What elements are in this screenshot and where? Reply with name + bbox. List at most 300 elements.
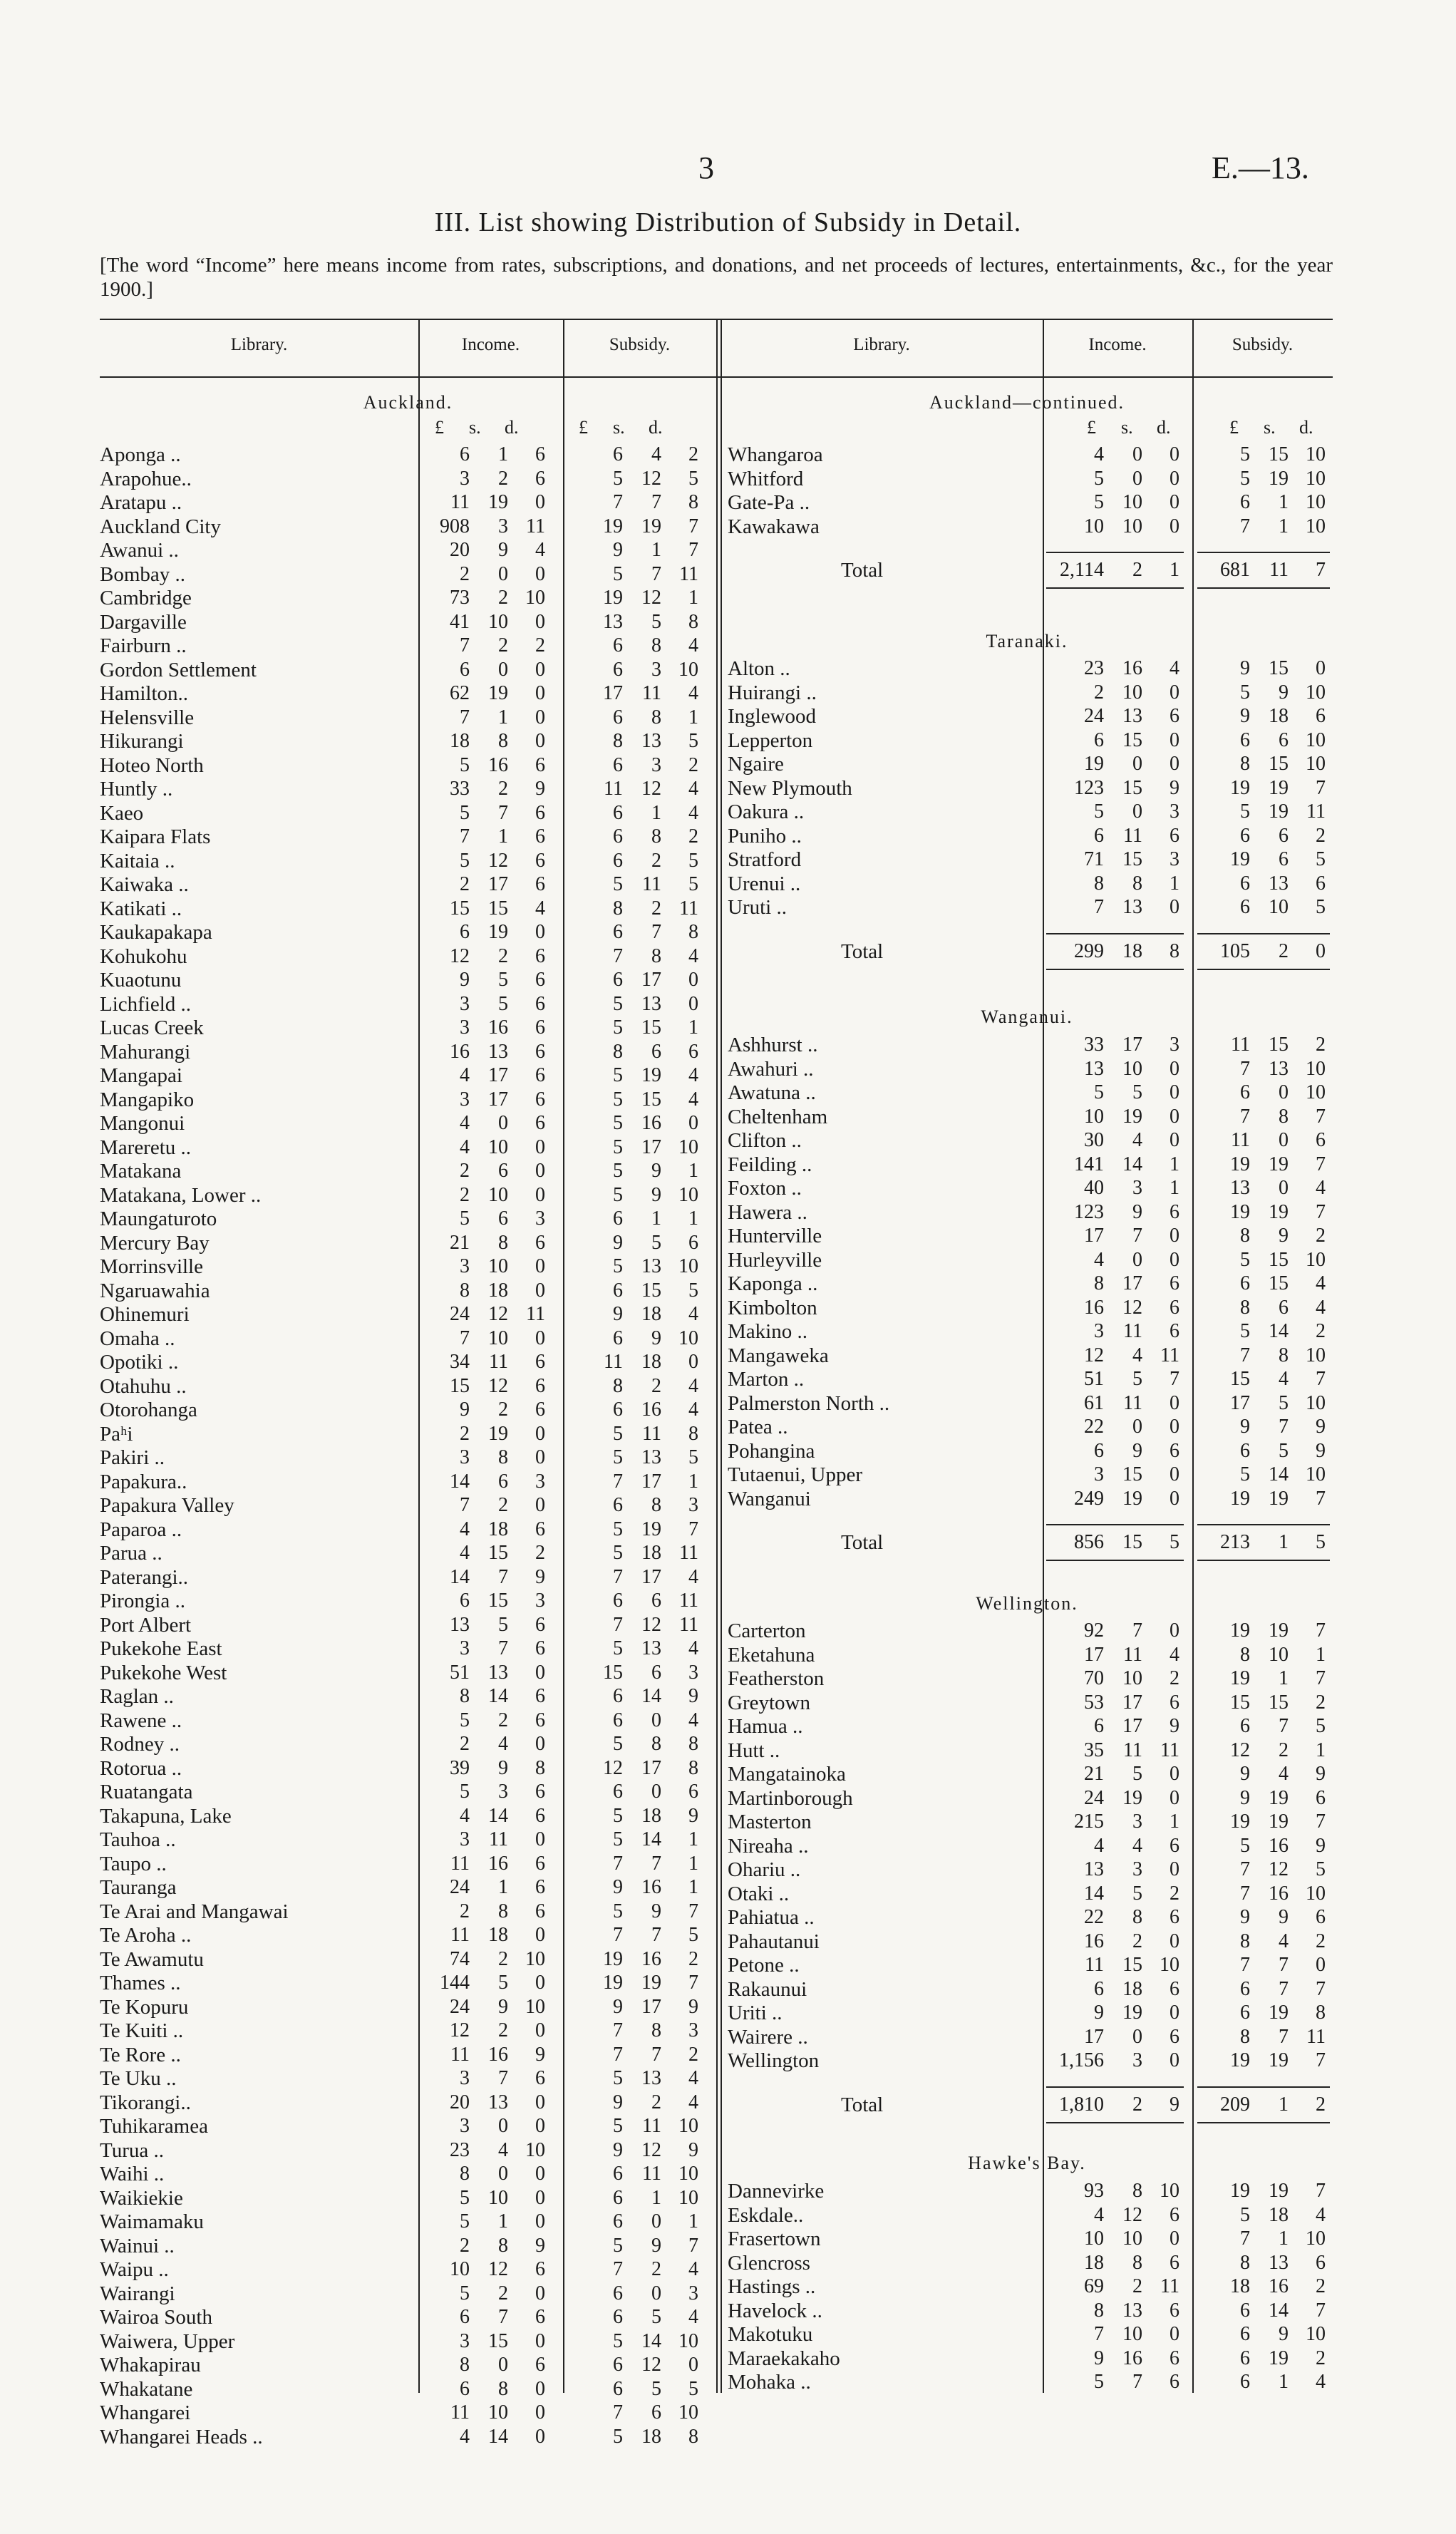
taranaki-income-pounds: 24 xyxy=(1084,705,1104,727)
hawkes-bay-income-pounds: 4 xyxy=(1094,2203,1104,2226)
auckland-income-pence: 6 xyxy=(535,1781,545,1803)
wanganui-library-name: Kimbolton xyxy=(728,1296,817,1319)
wanganui-income-shillings: 5 xyxy=(1132,1368,1142,1390)
auckland-income-pence: 6 xyxy=(535,1685,545,1707)
auckland-subsidy-pence: 11 xyxy=(679,1542,698,1564)
taranaki-subsidy-pounds: 19 xyxy=(1230,848,1250,870)
wanganui-income-pounds: 33 xyxy=(1084,1034,1104,1056)
auckland-income-shillings: 7 xyxy=(498,2067,508,2089)
auckland-subsidy-pounds: 15 xyxy=(603,1661,623,1684)
auckland-subsidy-pounds: 6 xyxy=(613,969,623,991)
taranaki-subsidy-pence: 5 xyxy=(1316,848,1326,870)
auckland-income-shillings: 13 xyxy=(488,1661,508,1684)
wanganui-subsidy-pounds: 5 xyxy=(1240,1463,1250,1485)
auckland-income-pounds: 5 xyxy=(460,2282,470,2304)
auckland-subsidy-pounds: 6 xyxy=(613,753,623,776)
auckland-income-shillings: 15 xyxy=(488,1590,508,1612)
auckland-income-shillings: 18 xyxy=(488,1518,508,1540)
wellington-income-pounds: 4 xyxy=(1094,1834,1104,1857)
auckland-library-name: Awanui .. xyxy=(100,539,179,562)
wanganui-income-shillings: 11 xyxy=(1123,1391,1142,1414)
wanganui-income-pounds: 12 xyxy=(1084,1344,1104,1366)
auckland-subsidy-shillings: 12 xyxy=(641,2138,661,2161)
taranaki-subsidy-pence: 7 xyxy=(1316,776,1326,799)
auckland-library-name: Pakiri .. xyxy=(100,1446,165,1469)
auckland-income-pounds: 6 xyxy=(460,2377,470,2400)
auckland-subsidy-pounds: 8 xyxy=(613,897,623,920)
wanganui-total-subsidy-pounds: 213 xyxy=(1220,1531,1250,1553)
auckland-income-pence: 6 xyxy=(535,1231,545,1254)
auckland-income-shillings: 8 xyxy=(498,730,508,752)
auckland-income-pounds: 14 xyxy=(450,1470,470,1493)
wanganui-subsidy-pounds: 19 xyxy=(1230,1487,1250,1510)
wanganui-total-income-shillings: 15 xyxy=(1122,1531,1142,1553)
wellington-income-pence: 0 xyxy=(1170,2002,1179,2024)
taranaki-subsidy-pence: 6 xyxy=(1316,705,1326,727)
wellington-library-name: Hamua .. xyxy=(728,1715,803,1738)
auckland-subsidy-shillings: 11 xyxy=(642,2163,661,2185)
auckland-income-shillings: 12 xyxy=(488,849,508,872)
auckland-subsidy-pence: 4 xyxy=(688,1565,698,1588)
auckland-library-name: Rotorua .. xyxy=(100,1756,182,1780)
auckland-library-name: Ohinemuri xyxy=(100,1303,190,1326)
income-note: [The word “Income” here means income from rates, subscriptions, and donations, and net proceeds of lectures, entertainments, &c., for the year 1900.] xyxy=(100,254,1333,301)
header-library-left: Library. xyxy=(230,335,288,354)
taranaki-library-name: Oakura .. xyxy=(728,800,805,823)
auckland-library-name: Omaha .. xyxy=(100,1327,175,1350)
wellington-subsidy-pounds: 19 xyxy=(1230,2049,1250,2071)
auckland-income-pence: 6 xyxy=(535,1518,545,1540)
wanganui-subsidy-shillings: 13 xyxy=(1269,1057,1289,1080)
auckland-subsidy-pounds: 5 xyxy=(613,1183,623,1206)
header-subsidy-right: Subsidy. xyxy=(1232,335,1294,354)
auckland-subsidy-pounds: 5 xyxy=(613,467,623,490)
auckland-subsidy-pence: 4 xyxy=(688,1709,698,1731)
wanganui-subsidy-pounds: 5 xyxy=(1240,1248,1250,1271)
hawkes-bay-library-name: Mohaka .. xyxy=(728,2371,811,2394)
wellington-income-pence: 0 xyxy=(1170,1858,1179,1880)
auckland-income-shillings: 5 xyxy=(498,969,508,991)
auckland-cont-library-name: Kawakawa xyxy=(728,515,820,538)
wellington-subsidy-shillings: 16 xyxy=(1269,1882,1289,1905)
wellington-subsidy-pence: 10 xyxy=(1306,1882,1326,1905)
wanganui-subsidy-pence: 9 xyxy=(1316,1416,1326,1438)
wanganui-subsidy-pence: 2 xyxy=(1316,1320,1326,1342)
auckland-income-pence: 6 xyxy=(535,2067,545,2089)
auckland-income-pounds: 11 xyxy=(450,2043,470,2066)
auckland-subsidy-shillings: 12 xyxy=(641,2354,661,2376)
header-income-left: Income. xyxy=(461,335,520,354)
auckland-subsidy-pounds: 5 xyxy=(613,2067,623,2089)
wellington-subsidy-pence: 5 xyxy=(1316,1715,1326,1737)
taranaki-subsidy-shillings: 9 xyxy=(1279,681,1289,704)
wanganui-income-shillings: 19 xyxy=(1122,1105,1142,1128)
divider-center-2 xyxy=(721,319,722,2393)
wanganui-subsidy-pounds: 8 xyxy=(1240,1225,1250,1247)
taranaki-income-shillings: 8 xyxy=(1132,872,1142,895)
auckland-library-name: Pukekohe East xyxy=(100,1637,222,1660)
region-wellington: Wellington. xyxy=(976,1593,1078,1614)
auckland-income-shillings: 0 xyxy=(498,2115,508,2137)
auckland-subsidy-shillings: 6 xyxy=(651,2401,661,2424)
wanganui-subsidy-shillings: 7 xyxy=(1279,1416,1289,1438)
auckland-subsidy-shillings: 15 xyxy=(641,1016,661,1039)
taranaki-income-shillings: 0 xyxy=(1132,753,1142,775)
auckland-income-pounds: 7 xyxy=(460,1494,470,1516)
auckland-income-pounds: 5 xyxy=(460,2210,470,2232)
auckland-income-pence: 6 xyxy=(535,1900,545,1922)
auckland-subsidy-shillings: 8 xyxy=(651,1733,661,1755)
auckland-subsidy-shillings: 9 xyxy=(651,1183,661,1206)
wellington-income-pounds: 22 xyxy=(1084,1906,1104,1928)
auckland-income-shillings: 16 xyxy=(488,2043,508,2066)
auckland-income-pounds: 15 xyxy=(450,897,470,920)
wellington-income-shillings: 3 xyxy=(1132,1858,1142,1880)
auckland-income-shillings: 1 xyxy=(498,825,508,848)
auckland-income-pounds: 3 xyxy=(460,1828,470,1850)
wellington-library-name: Petone .. xyxy=(728,1954,800,1977)
auckland-subsidy-pence: 10 xyxy=(678,658,698,681)
wellington-subsidy-shillings: 19 xyxy=(1269,1619,1289,1642)
taranaki-library-name: Urenui .. xyxy=(728,872,801,895)
auckland-income-pence: 0 xyxy=(535,1422,545,1445)
wanganui-income-pence: 0 xyxy=(1170,1129,1179,1151)
auckland-subsidy-pounds: 6 xyxy=(613,801,623,824)
auckland-income-pounds: 33 xyxy=(450,778,470,800)
wanganui-library-name: Hurleyville xyxy=(728,1248,822,1272)
auckland-subsidy-shillings: 18 xyxy=(641,1351,661,1373)
wellington-income-pounds: 16 xyxy=(1084,1930,1104,1952)
auckland-income-pence: 0 xyxy=(535,1494,545,1516)
wellington-library-name: Martinborough xyxy=(728,1786,853,1810)
auckland-subsidy-shillings: 1 xyxy=(651,801,661,824)
hawkes-bay-subsidy-shillings: 19 xyxy=(1269,2347,1289,2369)
auckland-subsidy-shillings: 2 xyxy=(651,2258,661,2280)
auckland-subsidy-pounds: 9 xyxy=(613,2138,623,2161)
auckland-subsidy-shillings: 16 xyxy=(641,1947,661,1970)
wellington-income-shillings: 18 xyxy=(1122,1977,1142,2000)
auckland-subsidy-pounds: 7 xyxy=(613,491,623,513)
auckland-total-income-pence: 1 xyxy=(1170,559,1179,581)
taranaki-subsidy-pence: 10 xyxy=(1306,753,1326,775)
wanganui-income-pounds: 22 xyxy=(1084,1416,1104,1438)
wellington-income-pence: 6 xyxy=(1170,1691,1179,1714)
auckland-income-shillings: 10 xyxy=(488,1183,508,1206)
auckland-subsidy-pounds: 8 xyxy=(613,730,623,752)
auckland-library-name: Matakana xyxy=(100,1160,182,1183)
auckland-subsidy-pence: 1 xyxy=(688,1876,698,1898)
auckland-subsidy-shillings: 16 xyxy=(641,1399,661,1421)
auckland-subsidy-pence: 7 xyxy=(688,1900,698,1922)
auckland-subsidy-shillings: 9 xyxy=(651,2234,661,2257)
taranaki-income-pounds: 8 xyxy=(1094,872,1104,895)
auckland-income-pence: 6 xyxy=(535,849,545,872)
auckland-income-pence: 0 xyxy=(535,491,545,513)
auckland-subsidy-pounds: 9 xyxy=(613,1995,623,2018)
income-pence-unit: d. xyxy=(505,417,519,438)
taranaki-income-pence: 1 xyxy=(1170,872,1179,895)
divider-income-subsidy-left xyxy=(563,319,564,2393)
auckland-subsidy-shillings: 14 xyxy=(641,1685,661,1707)
wanganui-total-rule-income xyxy=(1046,1524,1184,1525)
auckland-subsidy-pounds: 6 xyxy=(613,1494,623,1516)
auckland-income-pounds: 74 xyxy=(450,1947,470,1970)
wanganui-subsidy-shillings: 14 xyxy=(1269,1463,1289,1485)
auckland-income-pounds: 5 xyxy=(460,1709,470,1731)
auckland-income-pounds: 3 xyxy=(460,1016,470,1039)
wellington-subsidy-shillings: 1 xyxy=(1279,1667,1289,1689)
taranaki-subsidy-pounds: 6 xyxy=(1240,824,1250,847)
auckland-income-pounds: 2 xyxy=(460,1160,470,1182)
wanganui-subsidy-shillings: 0 xyxy=(1279,1177,1289,1199)
auckland-subsidy-pence: 11 xyxy=(679,897,698,920)
auckland-income-pence: 6 xyxy=(535,1852,545,1875)
wellington-income-shillings: 11 xyxy=(1123,1643,1142,1666)
auckland-income-shillings: 2 xyxy=(498,634,508,656)
auckland-income-pounds: 3 xyxy=(460,1446,470,1468)
wellington-income-pence: 0 xyxy=(1170,1786,1179,1809)
auckland-subsidy-pence: 0 xyxy=(688,1112,698,1134)
auckland-income-pence: 6 xyxy=(535,1876,545,1898)
wellington-total-subsidy-shillings: 1 xyxy=(1279,2093,1289,2116)
wellington-subsidy-shillings: 9 xyxy=(1279,1906,1289,1928)
auckland-subsidy-pence: 10 xyxy=(678,1183,698,1206)
auckland-subsidy-pence: 1 xyxy=(688,1852,698,1875)
auckland-subsidy-shillings: 13 xyxy=(641,992,661,1015)
wellington-subsidy-shillings: 7 xyxy=(1279,1954,1289,1976)
wellington-income-pounds: 17 xyxy=(1084,2025,1104,2048)
auckland-subsidy-pence: 8 xyxy=(688,921,698,943)
hawkes-bay-library-name: Makotuku xyxy=(728,2323,813,2346)
auckland-library-name: Cambridge xyxy=(100,587,192,609)
auckland-subsidy-pence: 5 xyxy=(688,849,698,872)
auckland-income-pounds: 5 xyxy=(460,849,470,872)
auckland-income-shillings: 2 xyxy=(498,1399,508,1421)
wanganui-library-name: Patea .. xyxy=(728,1416,788,1438)
auckland-subsidy-shillings: 2 xyxy=(651,897,661,920)
auckland-library-name: Kaitaia .. xyxy=(100,849,175,872)
wellington-subsidy-pence: 2 xyxy=(1316,1930,1326,1952)
auckland-subsidy-shillings: 5 xyxy=(651,2377,661,2400)
wellington-total-rule-subsidy-bottom xyxy=(1197,2122,1330,2123)
auckland-subsidy-pence: 4 xyxy=(688,2306,698,2328)
taranaki-subsidy-pence: 2 xyxy=(1316,824,1326,847)
auckland-income-pence: 9 xyxy=(535,2234,545,2257)
wellington-library-name: Mangatainoka xyxy=(728,1763,846,1786)
taranaki-total-label: Total xyxy=(841,939,884,963)
divider-center xyxy=(716,319,718,2393)
auckland-income-pounds: 8 xyxy=(460,2354,470,2376)
auckland-library-name: Hamilton.. xyxy=(100,682,189,705)
auckland-subsidy-pence: 4 xyxy=(688,1303,698,1325)
auckland-library-name: Taupo .. xyxy=(100,1852,167,1875)
auckland-cont-subsidy-shillings: 19 xyxy=(1269,467,1289,490)
wanganui-subsidy-pence: 10 xyxy=(1306,1344,1326,1366)
wanganui-subsidy-pence: 7 xyxy=(1316,1153,1326,1175)
auckland-subsidy-pounds: 6 xyxy=(613,1590,623,1612)
auckland-income-shillings: 1 xyxy=(498,2210,508,2232)
wellington-subsidy-pence: 9 xyxy=(1316,1834,1326,1857)
auckland-income-pence: 0 xyxy=(535,706,545,728)
auckland-subsidy-pence: 9 xyxy=(688,1804,698,1827)
auckland-income-shillings: 5 xyxy=(498,1972,508,1994)
hawkes-bay-subsidy-pounds: 5 xyxy=(1240,2203,1250,2226)
auckland-income-shillings: 8 xyxy=(498,1446,508,1468)
document-reference: E.—13. xyxy=(1212,150,1309,185)
auckland-subsidy-pence: 11 xyxy=(679,1590,698,1612)
auckland-subsidy-shillings: 19 xyxy=(641,1972,661,1994)
auckland-income-shillings: 11 xyxy=(489,1351,508,1373)
wellington-library-name: Rakaunui xyxy=(728,1977,807,2001)
wanganui-subsidy-shillings: 4 xyxy=(1279,1368,1289,1390)
auckland-cont-income-shillings: 10 xyxy=(1122,491,1142,513)
auckland-subsidy-pence: 1 xyxy=(688,1470,698,1493)
auckland-subsidy-shillings: 14 xyxy=(641,1828,661,1850)
auckland-subsidy-shillings: 7 xyxy=(651,1852,661,1875)
wellington-subsidy-pence: 9 xyxy=(1316,1763,1326,1785)
wellington-subsidy-shillings: 15 xyxy=(1269,1691,1289,1714)
taranaki-subsidy-pounds: 6 xyxy=(1240,896,1250,918)
auckland-income-pounds: 6 xyxy=(460,2306,470,2328)
auckland-income-shillings: 7 xyxy=(498,801,508,824)
auckland-subsidy-pounds: 7 xyxy=(613,1613,623,1636)
auckland-subsidy-pence: 8 xyxy=(688,2425,698,2448)
wanganui-income-pence: 0 xyxy=(1170,1463,1179,1485)
auckland-subsidy-pence: 2 xyxy=(688,2043,698,2066)
hawkes-bay-income-pounds: 7 xyxy=(1094,2323,1104,2345)
hawkes-bay-income-pounds: 69 xyxy=(1084,2275,1104,2297)
auckland-income-pence: 6 xyxy=(535,873,545,895)
auckland-income-pounds: 39 xyxy=(450,1756,470,1779)
auckland-subsidy-pounds: 5 xyxy=(613,1422,623,1445)
wellington-income-pence: 0 xyxy=(1170,1619,1179,1642)
auckland-income-pence: 3 xyxy=(535,1590,545,1612)
auckland-subsidy-shillings: 7 xyxy=(651,921,661,943)
auckland-income-shillings: 9 xyxy=(498,539,508,561)
wanganui-library-name: Marton .. xyxy=(728,1368,805,1391)
auckland-income-pence: 6 xyxy=(535,2306,545,2328)
auckland-library-name: Waimamaku xyxy=(100,2210,204,2233)
auckland-income-shillings: 0 xyxy=(498,2354,508,2376)
auckland-library-name: Whakapirau xyxy=(100,2354,201,2376)
header-income-right: Income. xyxy=(1088,335,1147,354)
hawkes-bay-subsidy-shillings: 19 xyxy=(1269,2180,1289,2202)
page-title: III. List showing Distribution of Subsidy in Detail. xyxy=(434,207,1022,237)
wellington-income-pounds: 11 xyxy=(1085,1954,1104,1976)
auckland-subsidy-pence: 4 xyxy=(688,1064,698,1086)
auckland-subsidy-shillings: 8 xyxy=(651,944,661,967)
auckland-subsidy-pence: 1 xyxy=(688,706,698,728)
auckland-subsidy-pounds: 5 xyxy=(613,2425,623,2448)
auckland-income-pounds: 8 xyxy=(460,1279,470,1302)
auckland-subsidy-pounds: 7 xyxy=(613,1565,623,1588)
wellington-income-pence: 4 xyxy=(1170,1643,1179,1666)
auckland-subsidy-pence: 9 xyxy=(688,1995,698,2018)
auckland-income-pounds: 7 xyxy=(460,706,470,728)
auckland-cont-income-shillings: 10 xyxy=(1122,515,1142,537)
wellington-income-shillings: 2 xyxy=(1132,1930,1142,1952)
auckland-subsidy-shillings: 0 xyxy=(651,1781,661,1803)
auckland-income-shillings: 10 xyxy=(488,610,508,633)
auckland-income-pence: 10 xyxy=(525,1995,545,2018)
wellington-income-shillings: 8 xyxy=(1132,1906,1142,1928)
auckland-income-shillings: 9 xyxy=(498,1756,508,1779)
taranaki-library-name: Inglewood xyxy=(728,705,817,728)
hawkes-bay-library-name: Havelock .. xyxy=(728,2299,822,2322)
auckland-library-name: Kohukohu xyxy=(100,944,187,968)
wanganui-income-shillings: 4 xyxy=(1132,1344,1142,1366)
auckland-subsidy-pence: 10 xyxy=(678,1327,698,1349)
wanganui-subsidy-shillings: 0 xyxy=(1279,1129,1289,1151)
auckland-income-pounds: 3 xyxy=(460,2115,470,2137)
taranaki-income-pence: 4 xyxy=(1170,657,1179,679)
auckland-subsidy-pounds: 5 xyxy=(613,2329,623,2352)
auckland-income-pounds: 3 xyxy=(460,467,470,490)
auckland-income-shillings: 0 xyxy=(498,658,508,681)
wellington-income-shillings: 7 xyxy=(1132,1619,1142,1642)
page-number: 3 xyxy=(698,150,714,185)
wanganui-library-name: Awahuri .. xyxy=(728,1057,814,1081)
auckland-income-shillings: 8 xyxy=(498,2234,508,2257)
auckland-income-shillings: 11 xyxy=(489,1828,508,1850)
auckland-subsidy-pence: 3 xyxy=(688,2019,698,2041)
hawkes-bay-income-pence: 10 xyxy=(1160,2180,1179,2202)
taranaki-income-shillings: 13 xyxy=(1122,705,1142,727)
taranaki-subsidy-pounds: 5 xyxy=(1240,681,1250,704)
auckland-income-pounds: 5 xyxy=(460,2186,470,2209)
auckland-subsidy-pence: 4 xyxy=(688,1399,698,1421)
auckland-subsidy-pence: 4 xyxy=(688,944,698,967)
auckland-subsidy-shillings: 8 xyxy=(651,634,661,656)
wanganui-income-pounds: 30 xyxy=(1084,1129,1104,1151)
auckland-income-pounds: 7 xyxy=(460,825,470,848)
auckland-income-shillings: 7 xyxy=(498,2306,508,2328)
taranaki-subsidy-pounds: 5 xyxy=(1240,800,1250,823)
auckland-income-shillings: 1 xyxy=(498,706,508,728)
auckland-income-pounds: 4 xyxy=(460,1804,470,1827)
auckland-subsidy-pounds: 5 xyxy=(613,1016,623,1039)
auckland-subsidy-pounds: 6 xyxy=(613,1207,623,1230)
region-auckland: Auckland. xyxy=(363,392,453,413)
auckland-subsidy-pounds: 6 xyxy=(613,1279,623,1302)
auckland-subsidy-shillings: 12 xyxy=(641,587,661,609)
wellington-subsidy-pence: 7 xyxy=(1316,1667,1326,1689)
auckland-income-pence: 9 xyxy=(535,1565,545,1588)
taranaki-income-shillings: 10 xyxy=(1122,681,1142,704)
wanganui-subsidy-pounds: 17 xyxy=(1230,1391,1250,1414)
wellington-income-pence: 9 xyxy=(1170,1715,1179,1737)
auckland-income-pounds: 20 xyxy=(450,2091,470,2113)
auckland-library-name: Te Aroha .. xyxy=(100,1924,192,1947)
auckland-income-pence: 0 xyxy=(535,1972,545,1994)
auckland-income-pounds: 2 xyxy=(460,2234,470,2257)
auckland-subsidy-shillings: 13 xyxy=(641,1637,661,1659)
auckland-library-name: Hoteo North xyxy=(100,753,204,777)
taranaki-subsidy-pence: 10 xyxy=(1306,681,1326,704)
subsidy-shillings-unit: s. xyxy=(1264,417,1276,438)
auckland-income-pence: 8 xyxy=(535,1756,545,1779)
wanganui-subsidy-shillings: 8 xyxy=(1279,1344,1289,1366)
auckland-subsidy-pounds: 6 xyxy=(613,921,623,943)
auckland-subsidy-pounds: 5 xyxy=(613,2115,623,2137)
hawkes-bay-income-shillings: 10 xyxy=(1122,2227,1142,2250)
auckland-income-shillings: 10 xyxy=(488,1327,508,1349)
auckland-subsidy-pence: 0 xyxy=(688,969,698,991)
auckland-income-pence: 4 xyxy=(535,897,545,920)
auckland-library-name: Aratapu .. xyxy=(100,491,182,514)
wanganui-income-shillings: 19 xyxy=(1122,1487,1142,1510)
taranaki-subsidy-pence: 5 xyxy=(1316,896,1326,918)
